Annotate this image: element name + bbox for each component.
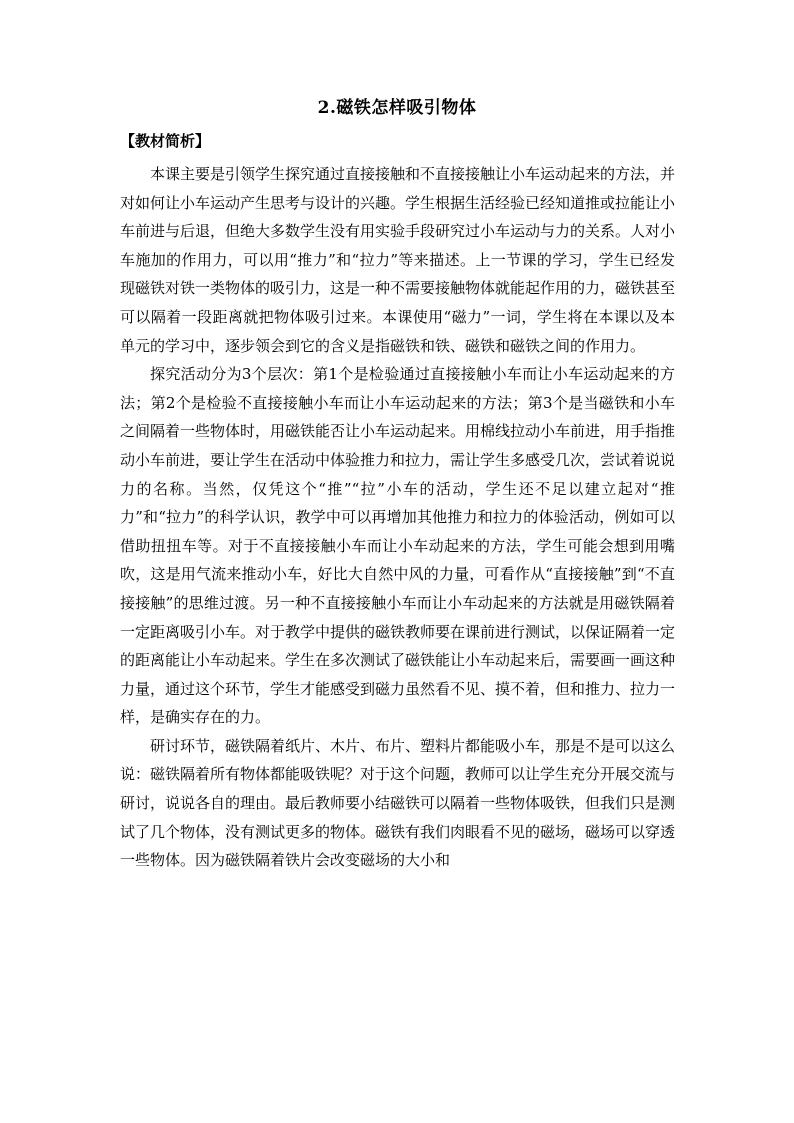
- paragraph-2: 探究活动分为3个层次：第1个是检验通过直接接触小车而让小车运动起来的方法；第2个是检验不直接接触小车而让小车运动起来的方法；第3个是当磁铁和小车之间隔着一些物体时，用磁铁能否让小车运动起来。用棉线拉动小车前进，用手指推动小车前进，要让学生在活动中体验推力和拉力，需让学生多感受几次，尝试着说说力的名称。当然，仅凭这个“推”“拉”小车的活动，学生还不足以建立起对“推力”和“拉力”的科学认识，教学中可以再增加其他推力和拉力的体验活动，例如可以借助扭扭车等。对于不直接接触小车而让小车动起来的方法，学生可能会想到用嘴吹，这是用气流来推动小车，好比大自然中风的力量，可看作从“直接接触”到“不直接接触”的思维过渡。另一种不直接接触小车而让小车动起来的方法就是用磁铁隔着一定距离吸引小车。对于教学中提供的磁铁教师要在课前进行测试，以保证隔着一定的距离能让小车动起来。学生在多次测试了磁铁能让小车动起来后，需要画一画这种力量，通过这个环节，学生才能感受到磁力虽然看不见、摸不着，但和推力、拉力一样，是确实存在的力。: [120, 365, 676, 727]
- document-body: [120, 160, 675, 875]
- document-title: 2.磁铁怎样吸引物体: [317, 98, 477, 118]
- section-heading: 【教材简析】: [120, 132, 211, 150]
- paragraph-3: 研讨环节，磁铁隔着纸片、木片、布片、塑料片都能吸小车，那是不是可以这么说：磁铁隔着所有物体都能吸铁呢？对于这个问题，教师可以让学生充分开展交流与研讨，说说各自的理由。最后教师要小结磁铁可以隔着一些物体吸铁，但我们只是测试了几个物体，没有测试更多的物体。磁铁有我们肉眼看不见的磁场，磁场可以穿透一些物体。因为磁铁隔着铁片会改变磁场的大小和: [120, 736, 676, 870]
- paragraph-1: 本课主要是引领学生探究通过直接接触和不直接接触让小车运动起来的方法，并对如何让小车运动产生思考与设计的兴趣。学生根据生活经验已经知道推或拉能让小车前进与后退，但绝大多数学生没有用实验手段研究过小车运动与力的关系。人对小车施加的作用力，可以用“推力”和“拉力”等来描述。上一节课的学习，学生已经发现磁铁对铁一类物体的吸引力，这是一种不需要接触物体就能起作用的力，磁铁甚至可以隔着一段距离就把物体吸引过来。本课使用“磁力”一词，学生将在本课以及本单元的学习中，逐步领会到它的含义是指磁铁和铁、磁铁和磁铁之间的作用力。: [120, 165, 676, 355]
